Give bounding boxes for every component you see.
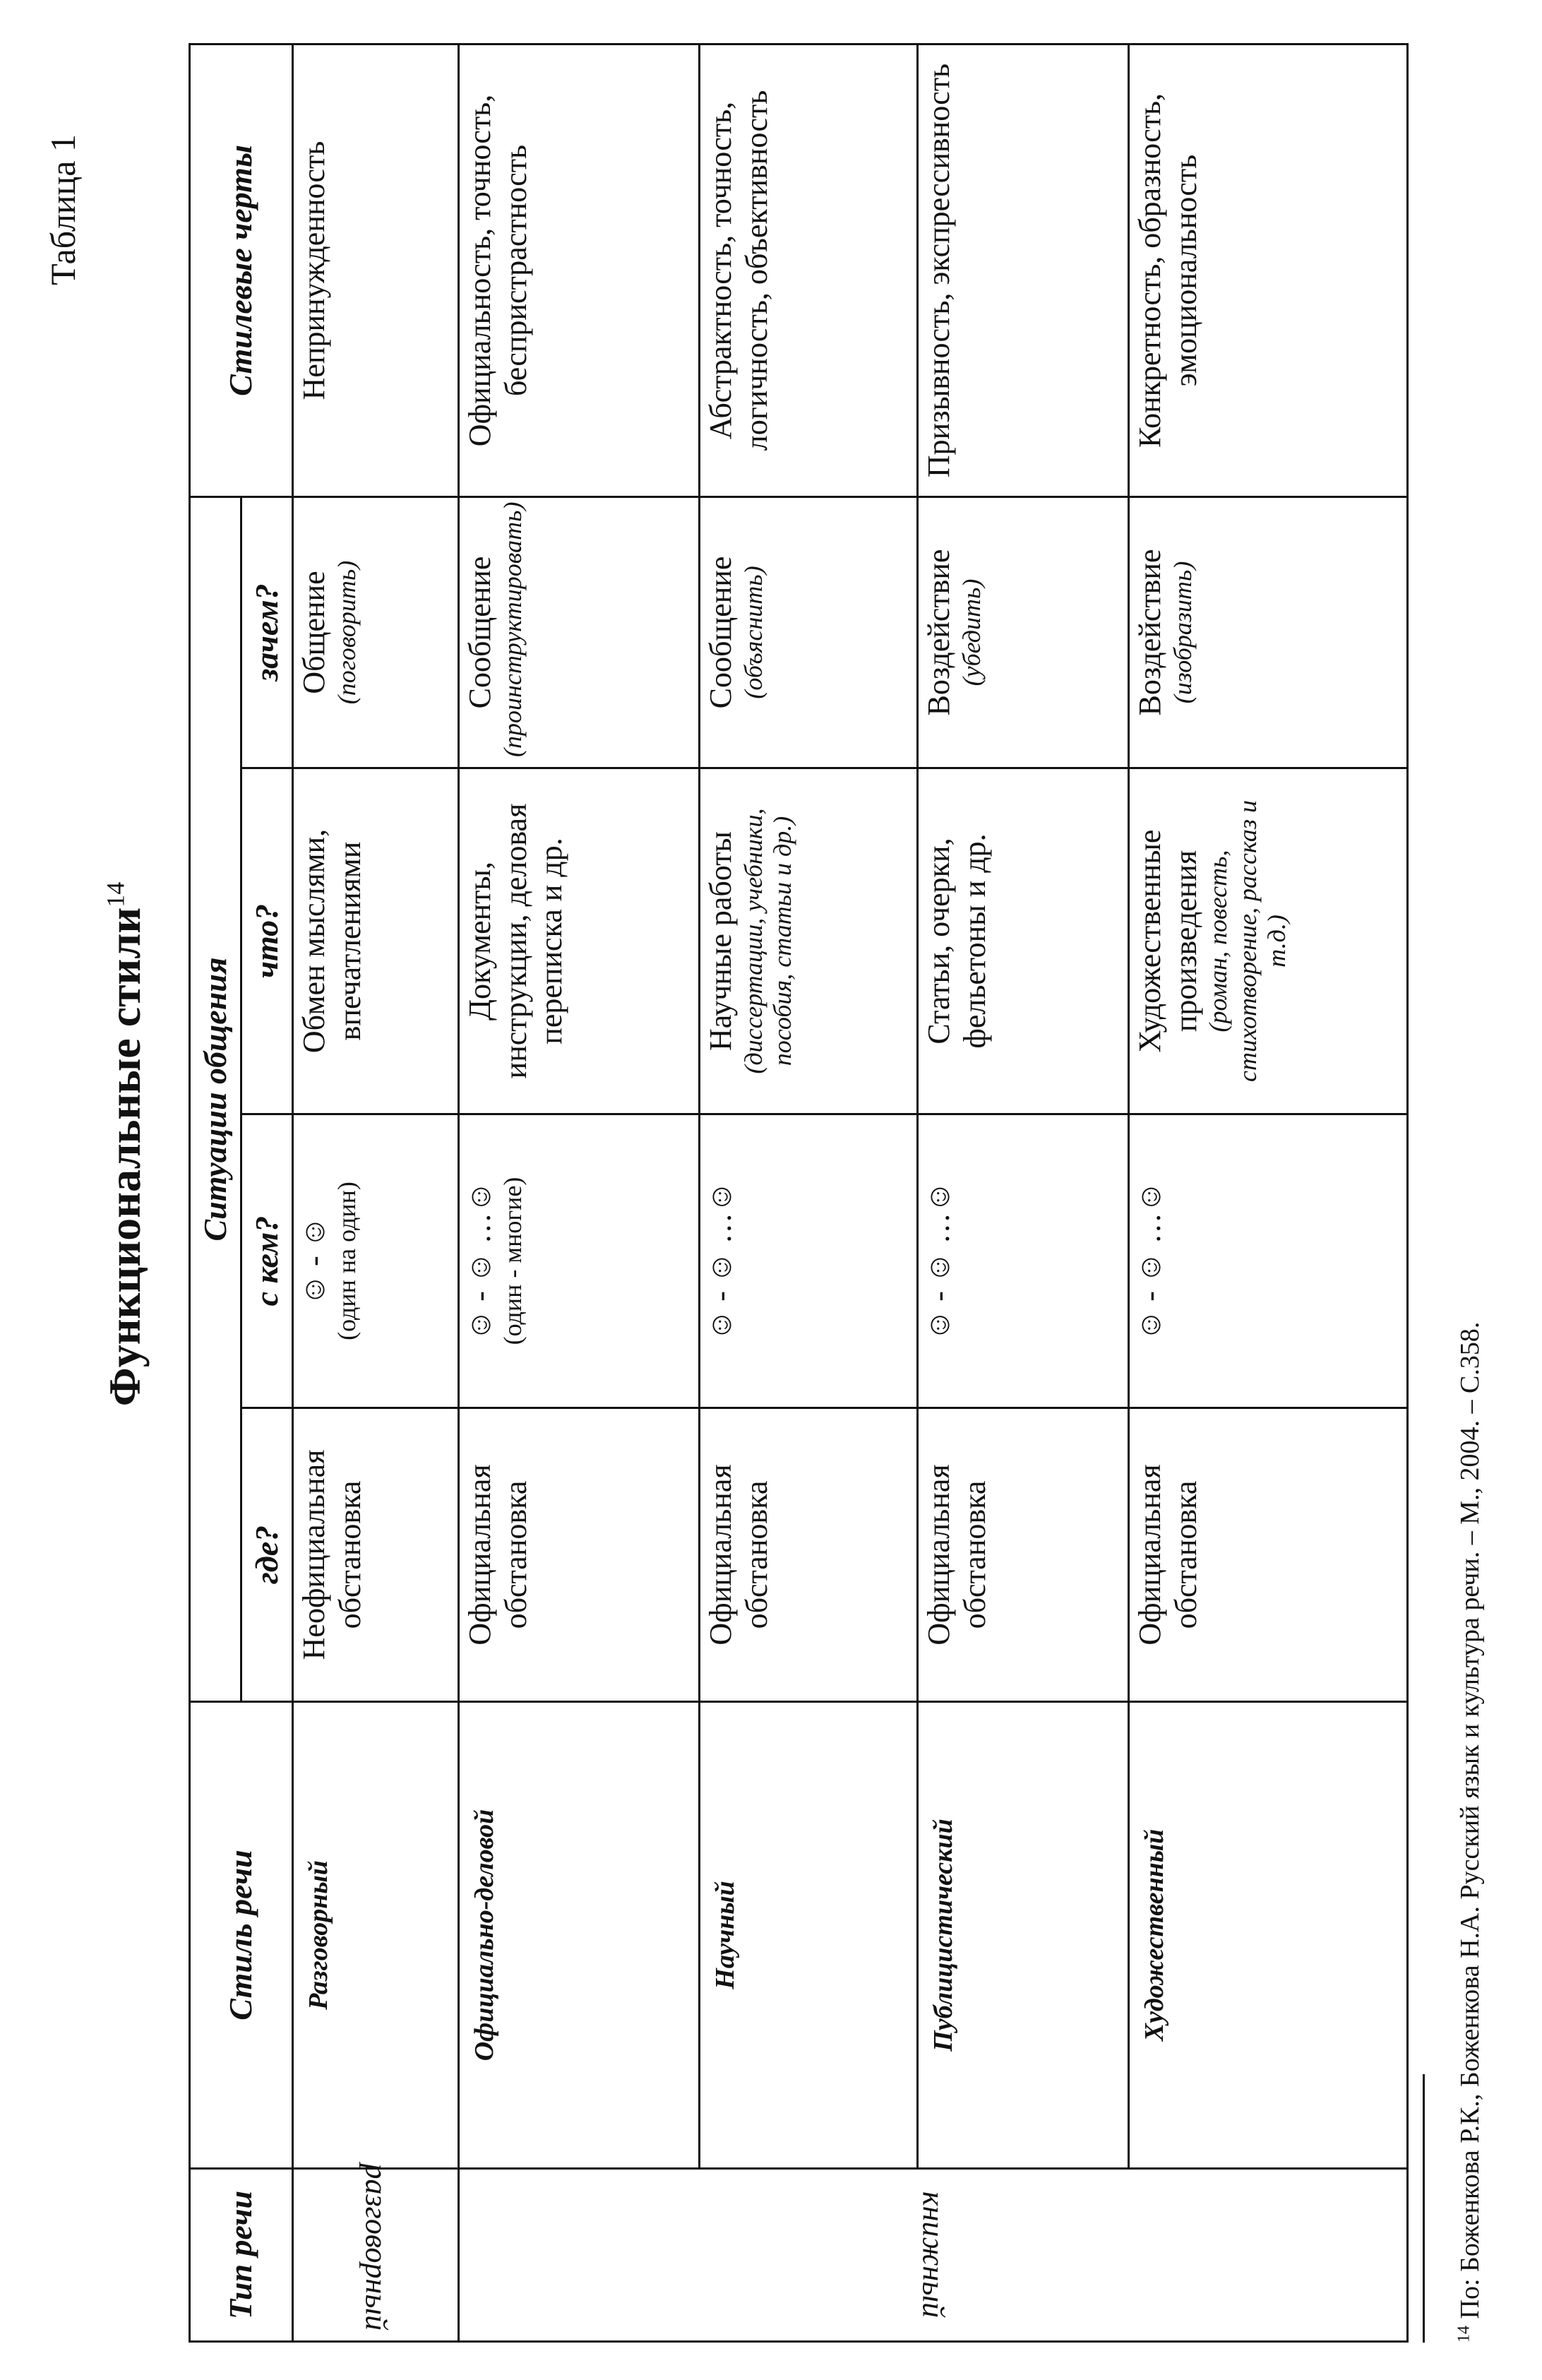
header-where: где?: [241, 1408, 293, 1702]
what-text: Документы, инструкции, деловая переписка и др.: [462, 803, 569, 1079]
why-note: (поговорить): [332, 560, 361, 705]
what-text: Научные работы: [703, 831, 738, 1051]
header-type: Тип речи: [190, 2169, 293, 2342]
why-note: (изобразить): [1168, 561, 1197, 704]
header-what: что?: [241, 768, 293, 1114]
style-name: Разговорный: [293, 1702, 459, 2169]
header-whom: с кем?: [241, 1114, 293, 1408]
where-cell: Официальная обстановка: [700, 1408, 918, 1702]
what-text: Статьи, очерки, фельетоны и др.: [921, 833, 992, 1049]
type-label: разговорный: [359, 2163, 394, 2331]
where-cell: Официальная обстановка: [1129, 1408, 1408, 1702]
what-cell: [700, 768, 918, 1114]
what-cell: [293, 768, 459, 1114]
where-cell: Официальная обстановка: [918, 1408, 1129, 1702]
why-cell: [1129, 496, 1408, 768]
whom-cell: [918, 1114, 1129, 1408]
table-label: Таблица 1: [43, 134, 83, 285]
traits-cell: Призывность, экспрессивность: [918, 44, 1129, 496]
why-cell: [293, 496, 459, 768]
whom-cell: [293, 1114, 459, 1408]
why-text: Воздействие: [921, 549, 956, 716]
type-colloquial: [293, 2163, 459, 2342]
whom-smileys: ☺ - ☺ …☺: [921, 1181, 956, 1341]
why-note: (проинструктировать): [498, 501, 527, 757]
why-text: Общение: [297, 571, 331, 694]
where-cell: Неофициальная обстановка: [293, 1408, 459, 1702]
table-row: [700, 44, 918, 2341]
footnote: [1454, 1322, 1486, 2343]
header-style: Стиль речи: [190, 1702, 293, 2169]
style-name: Художественный: [1129, 1702, 1408, 2169]
table-row: [293, 44, 459, 2341]
what-text: Обмен мыслями, впечатлениями: [297, 828, 367, 1054]
whom-cell: [700, 1114, 918, 1408]
functional-styles-table: [189, 43, 1409, 2343]
why-note: (убедить): [957, 578, 986, 686]
footnote-number: 14: [1454, 2326, 1474, 2343]
why-note: (объяснить): [739, 566, 767, 699]
why-cell: [459, 496, 700, 768]
what-cell: [918, 768, 1129, 1114]
whom-note: (один - многие): [498, 1177, 527, 1345]
why-text: Сообщение: [462, 556, 497, 709]
whom-smileys: ☺ - ☺: [297, 1216, 331, 1306]
table-row: [1129, 44, 1408, 2341]
traits-cell: Абстрактность, точность, логичность, объективность: [700, 44, 918, 496]
traits-cell: Непринужденность: [293, 44, 459, 496]
style-name: Официально-деловой: [459, 1702, 700, 2169]
what-cell: [1129, 768, 1408, 1114]
footnote-rule: [1423, 2074, 1425, 2343]
whom-cell: [1129, 1114, 1408, 1408]
style-name: Публицистический: [918, 1702, 1129, 2169]
whom-smileys: ☺ - ☺ …☺: [703, 1181, 738, 1341]
footnote-text: По: Боженкова Р.К., Боженкова Н.А. Русский язык и культура речи. – М., 2004. – С.358.: [1455, 1321, 1485, 2319]
what-cell: [459, 768, 700, 1114]
header-traits: Стилевые черты: [190, 44, 293, 496]
type-bookish: [459, 2169, 1408, 2342]
what-text: Художественные произведения: [1132, 829, 1203, 1053]
table-row: [459, 44, 700, 2341]
footnote-ref: 14: [101, 881, 130, 908]
type-label: книжный: [916, 2191, 951, 2319]
why-cell: [700, 496, 918, 768]
header-why: зачем?: [241, 496, 293, 768]
traits-cell: Официальность, точность, беспристрастность: [459, 44, 700, 496]
page-title: [99, 826, 151, 1462]
what-note: (роман, повесть, стихотворение, рассказ и т.д.): [1204, 800, 1291, 1082]
traits-cell: Конкретность, образность, эмоциональность: [1129, 44, 1408, 496]
why-cell: [918, 496, 1129, 768]
what-note: (диссертации, учебники, пособия, статьи и др.): [739, 808, 796, 1074]
whom-smileys: ☺ - ☺ …☺: [1132, 1181, 1167, 1341]
where-cell: Официальная обстановка: [459, 1408, 700, 1702]
title-text: Функциональные стили: [100, 907, 150, 1407]
why-text: Воздействие: [1132, 549, 1167, 716]
header-situation: Ситуации общения: [190, 496, 241, 1701]
whom-cell: [459, 1114, 700, 1408]
table-row: [918, 44, 1129, 2341]
whom-smileys: ☺ - ☺ …☺: [462, 1181, 497, 1341]
why-text: Сообщение: [703, 556, 738, 709]
whom-note: (один на один): [332, 1182, 361, 1340]
style-name: Научный: [700, 1702, 918, 2169]
